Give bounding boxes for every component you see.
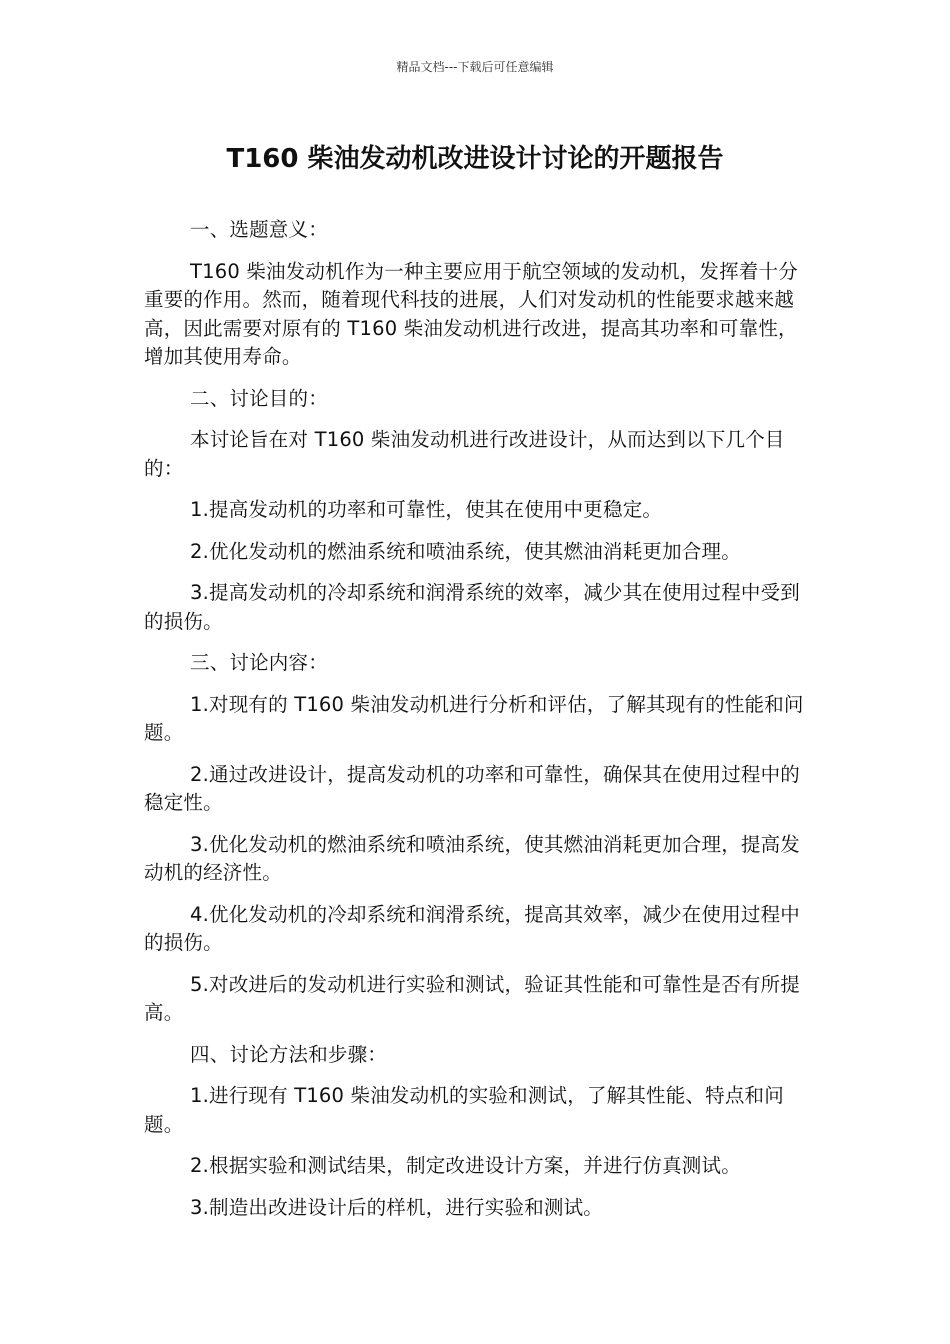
objective-item-3: 3.提高发动机的冷却系统和润滑系统的效率，减少其在使用过程中受到的损伤。 — [144, 581, 801, 633]
content-item-4: 4.优化发动机的冷却系统和润滑系统，提高其效率，减少在使用过程中的损伤。 — [144, 902, 801, 954]
paragraph-objectives-intro: 本讨论旨在对 T160 柴油发动机进行改进设计，从而达到以下几个目的： — [144, 428, 785, 480]
section-heading-objectives: 二、讨论目的： — [190, 386, 328, 410]
method-step-1: 1.进行现有 T160 柴油发动机的实验和测试，了解其性能、特点和问题。 — [144, 1084, 784, 1136]
method-step-2: 2.根据实验和测试结果，制定改进设计方案，并进行仿真测试。 — [190, 1154, 741, 1177]
document-title: T160 柴油发动机改进设计讨论的开题报告 — [226, 144, 724, 174]
paragraph-significance: T160 柴油发动机作为一种主要应用于航空领域的发动机，发挥着十分重要的作用。然而，随着现代科技的进展，人们对发动机的性能要求越来越高，因此需要对原有的 T160 柴油发动机进行改进，提高其功率和可靠性，增加其使用寿命。 — [144, 259, 798, 368]
page-header-watermark: 精品文档---下载后可任意编辑 — [396, 60, 554, 74]
objective-item-1: 1.提高发动机的功率和可靠性，使其在使用中更稳定。 — [190, 498, 663, 521]
content-item-2: 2.通过改进设计，提高发动机的功率和可靠性，确保其在使用过程中的稳定性。 — [144, 762, 801, 814]
content-item-3: 3.优化发动机的燃油系统和喷油系统，使其燃油消耗更加合理，提高发动机的经济性。 — [144, 832, 801, 884]
section-heading-content: 三、讨论内容： — [190, 651, 328, 674]
content-item-1: 1.对现有的 T160 柴油发动机进行分析和评估，了解其现有的性能和问题。 — [144, 692, 804, 744]
content-item-5: 5.对改进后的发动机进行实验和测试，验证其性能和可靠性是否有所提高。 — [144, 972, 801, 1024]
section-heading-significance: 一、选题意义： — [190, 218, 328, 241]
method-step-3: 3.制造出改进设计后的样机，进行实验和测试。 — [190, 1195, 604, 1219]
section-heading-methods: 四、讨论方法和步骤： — [190, 1042, 388, 1066]
objective-item-2: 2.优化发动机的燃油系统和喷油系统，使其燃油消耗更加合理。 — [190, 539, 741, 563]
document-body — [144, 216, 808, 1235]
